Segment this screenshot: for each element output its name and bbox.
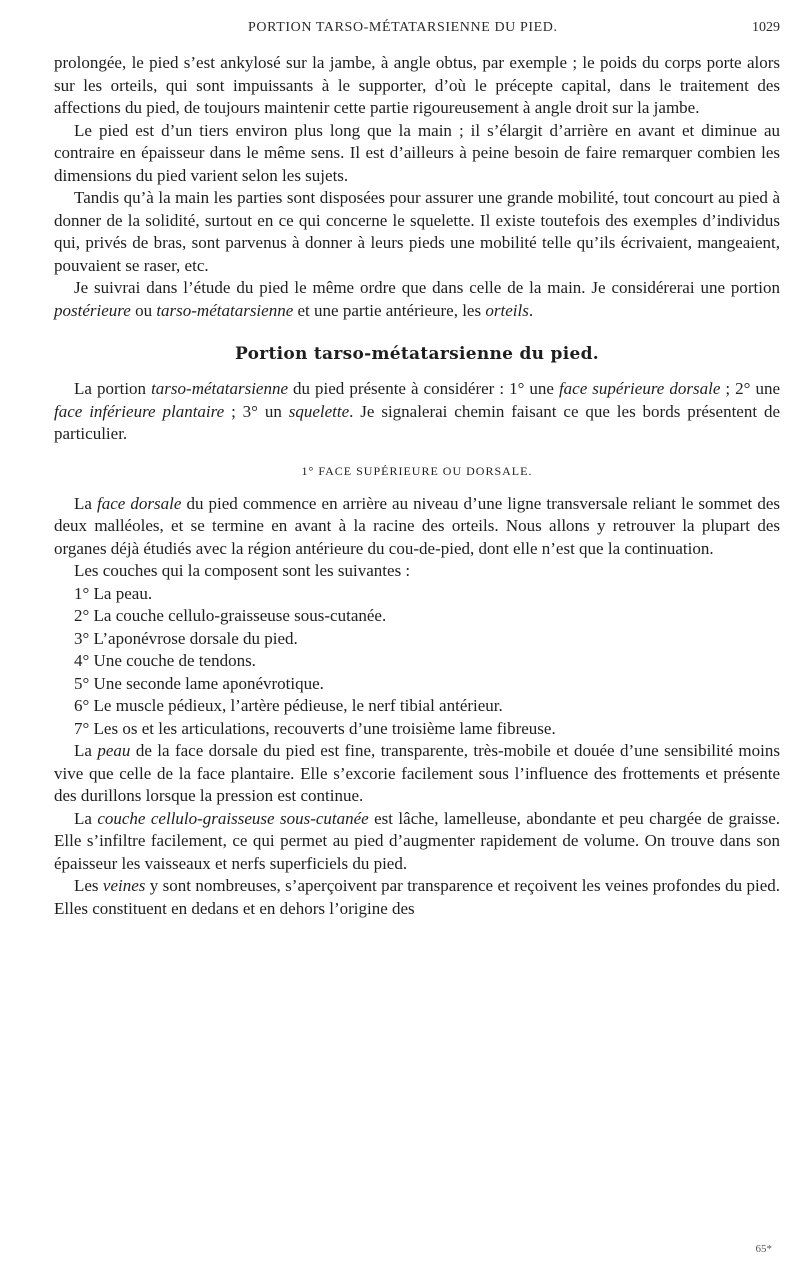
- signature-mark: 65*: [755, 1243, 772, 1255]
- page-body: [54, 52, 780, 920]
- paragraph: Je suivrai dans l’étude du pied le même ordre que dans celle de la main. Je considérerai une portion postérieure ou tarso-métatarsienne et une partie antérieure, les orteils.: [54, 278, 780, 320]
- paragraph: Les couches qui la composent sont les suivantes :: [74, 561, 411, 580]
- paragraph: La peau de la face dorsale du pied est fine, transparente, très-mobile et douée d’une sensibilité moins vive que celle de la face plantaire. Elle s’excorie facilement sous l’influence des frottements et présente des durillons lorsque la pression est continue.: [54, 741, 780, 805]
- paragraph: La face dorsale du pied commence en arrière au niveau d’une ligne transversale reliant le sommet des deux malléoles, et se termine en avant à la racine des orteils. Nous allons y retrouver la plupart des organes déjà étudiés avec la région antérieure du cou-de-pied, dont elle n’est que la continuation.: [54, 493, 780, 558]
- paragraph: prolongée, le pied s’est ankylosé sur la jambe, à angle obtus, par exemple ; le poids du corps porte alors sur les orteils, qui sont impuissants à le supporter, d’où le précepte capital, dans le traitement des affections du pied, de toujours maintenir cette partie rigoureusement à angle droit sur la jambe.: [54, 53, 780, 117]
- list-item: 1° La peau.: [74, 583, 153, 603]
- layers-list: [54, 583, 780, 741]
- paragraph: Le pied est d’un tiers environ plus long que la main ; il s’élargit d’arrière en avant et diminue au contraire en épaisseur dans le même sens. Il est d’ailleurs à peine besoin de faire remarquer combien les dimensions du pied varient selon les sujets.: [54, 120, 780, 185]
- subsection-heading: 1° FACE SUPÉRIEURE OU DORSALE.: [301, 463, 533, 478]
- list-item: 2° La couche cellulo-graisseuse sous-cutanée.: [74, 606, 387, 625]
- list-item: 6° Le muscle pédieux, l’artère pédieuse, le nerf tibial antérieur.: [74, 696, 503, 715]
- list-item: 7° Les os et les articulations, recouverts d’une troisième lame fibreuse.: [74, 718, 556, 738]
- list-item: 5° Une seconde lame aponévrotique.: [74, 673, 324, 693]
- running-head: PORTION TARSO-MÉTATARSIENNE DU PIED.: [248, 20, 558, 35]
- list-item: 3° L’aponévrose dorsale du pied.: [74, 628, 298, 648]
- page-number: 1029: [752, 20, 780, 35]
- paragraph: La portion tarso-métatarsienne du pied présente à considérer : 1° une face supérieure dorsale ; 2° une face inférieure plantaire ; 3° un squelette. Je signalerai chemin faisant ce que les bords présentent de particulier.: [54, 379, 781, 443]
- page-header: [0, 20, 800, 44]
- paragraph: Tandis qu’à la main les parties sont disposées pour assurer une grande mobilité, tout concourt au pied à donner de la solidité, surtout en ce qui concerne le squelette. Il existe toutefois des exemples d’individus qui, privés de bras, sont parvenus à donner à leurs pieds une mobilité telle qu’ils écrivaient, mangeaient, pouvaient se raser, etc.: [54, 188, 780, 275]
- list-item: 4° Une couche de tendons.: [74, 651, 256, 670]
- paragraph: La couche cellulo-graisseuse sous-cutanée est lâche, lamelleuse, abondante et peu chargée de graisse. Elle s’infiltre facilement, ce qui permet au pied d’augmenter rapidement de volume. On trouve dans son épaisseur les vaisseaux et nerfs superficiels du pied.: [54, 808, 780, 873]
- section-heading: Portion tarso-métatarsienne du pied.: [234, 344, 600, 364]
- paragraph: Les veines y sont nombreuses, s’aperçoivent par transparence et reçoivent les veines profondes du pied. Elles constituent en dedans et en dehors l’origine des: [54, 876, 780, 918]
